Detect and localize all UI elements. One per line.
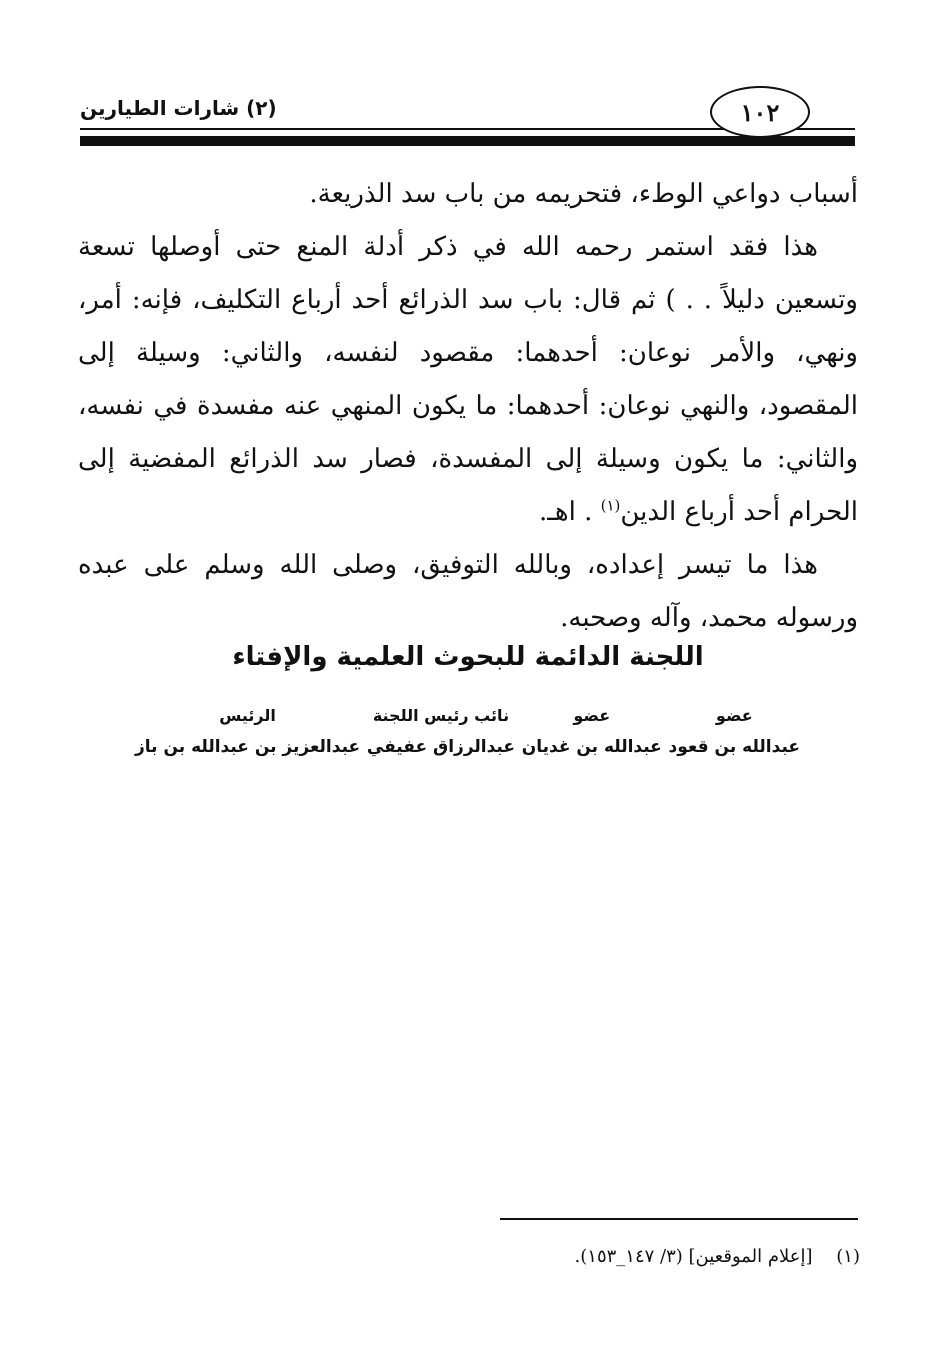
footnote-divider	[500, 1218, 858, 1220]
signature-member-2	[522, 706, 662, 757]
signature-chair	[135, 706, 360, 757]
footnote-text: [إعلام الموقعين] (٣/ ١٤٧_١٥٣).	[574, 1246, 813, 1267]
signature-vice-chair	[367, 706, 515, 757]
signature-role: نائب رئيس اللجنة	[372, 706, 510, 725]
signature-name: عبدالله بن غديان	[521, 737, 662, 757]
footnote-ref: (١)	[600, 496, 621, 515]
header-rule-thick	[80, 136, 855, 146]
signature-member-1	[669, 706, 800, 757]
body-text	[78, 168, 858, 645]
page-number: ١٠٢	[710, 86, 810, 138]
paragraph-2-end: . اهـ.	[538, 497, 593, 527]
paragraph-3: هذا ما تيسر إعداده، وبالله التوفيق، وصلى الله وسلم على عبده ورسوله محمد، وآله وصحبه.	[78, 550, 858, 633]
running-title: (٢) شارات الطيارين	[80, 96, 277, 120]
page-header	[80, 82, 855, 150]
signature-block	[135, 706, 800, 757]
signature-name: عبدالرزاق عفيفي	[366, 737, 515, 757]
paragraph-2	[78, 221, 858, 539]
signature-name: عبدالله بن قعود	[668, 737, 800, 757]
paragraph-2-text: هذا فقد استمر رحمه الله في ذكر أدلة المنع حتى أوصلها تسعة وتسعين دليلاً . . ) ثم قال: باب سد الذرائع أحد أرباع التكليف، فإنه: أمر، ونهي، والأمر نوعان: أحدهما: مقصود لنفسه، والثاني: وسيلة إلى المقصود، والنهي نوعان: أحدهما: ما يكون المنهي عنه مفسدة في نفسه، والثاني: ما يكون وسيلة إلى المفسدة، فصار سد الذرائع المفضية إلى الحرام أحد أرباع الدين	[78, 232, 858, 527]
footnote-number: (١)	[836, 1246, 860, 1267]
signature-role: عضو	[715, 706, 753, 725]
signature-name: عبدالعزيز بن عبدالله بن باز	[135, 737, 361, 757]
signature-role: الرئيس	[219, 706, 276, 725]
footnote	[500, 1246, 860, 1267]
signature-role: عضو	[573, 706, 611, 725]
committee-title: اللجنة الدائمة للبحوث العلمية والإفتاء	[232, 642, 704, 672]
paragraph-1: أسباب دواعي الوطء، فتحريمه من باب سد الذريعة.	[309, 179, 858, 209]
